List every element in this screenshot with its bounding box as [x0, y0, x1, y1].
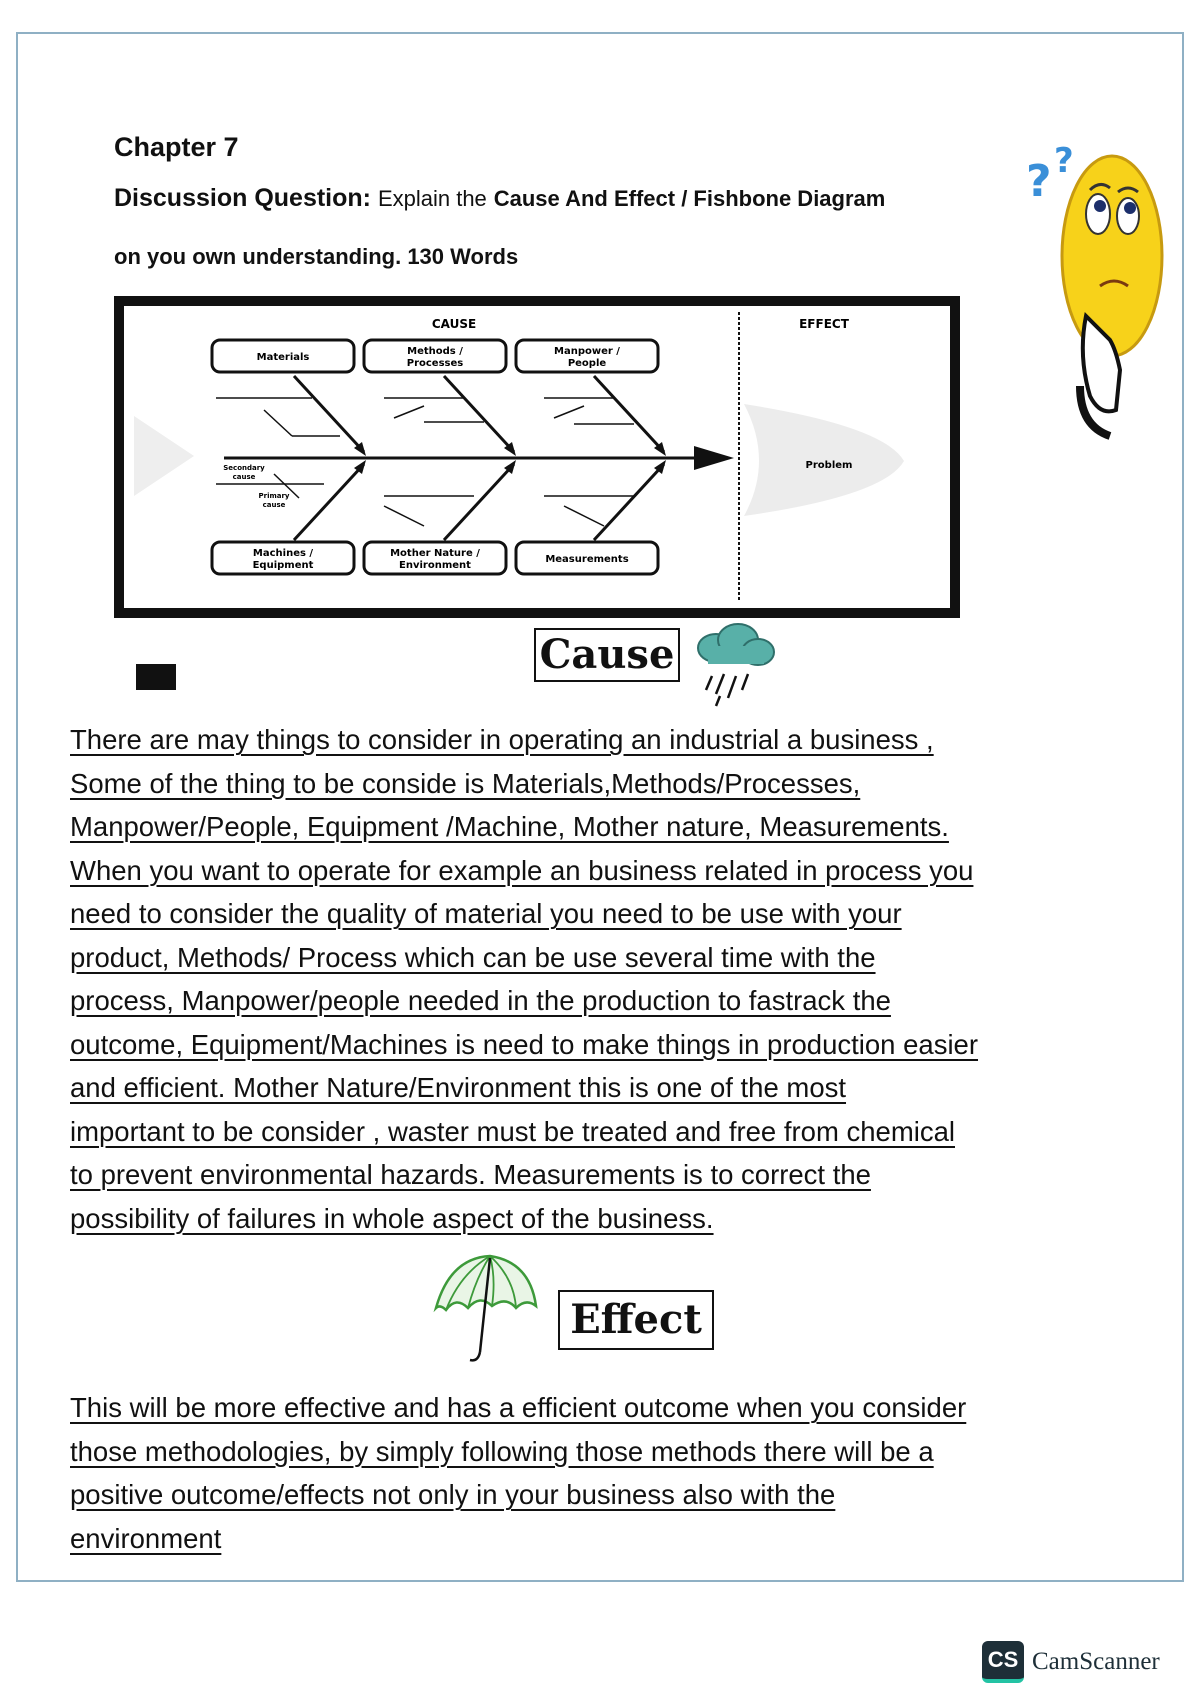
umbrella-icon — [430, 1248, 540, 1364]
category-label: Environment — [399, 560, 471, 571]
cause-line: There are may things to consider in operating an industrial a business , — [70, 724, 934, 755]
category-label: People — [567, 358, 607, 369]
cause-line: When you want to operate for example an business related in process you — [70, 854, 974, 886]
effect-line: This will be more effective and has a efficient outcome when you consider — [70, 1392, 967, 1423]
category-label: Machines / — [252, 548, 314, 559]
effect-line: those methodologies, by simply following those methods there will be a — [70, 1435, 934, 1467]
cause-line: Manpower/People, Equipment /Machine, Mother nature, Measurements. — [70, 811, 949, 842]
category-label: Measurements — [545, 554, 629, 565]
cause-heading: Cause — [534, 628, 680, 682]
fishbone-svg — [124, 306, 950, 608]
svg-text:?: ? — [1026, 156, 1052, 207]
primary-cause-label: cause — [262, 501, 286, 509]
effect-paragraph — [70, 1386, 1160, 1560]
category-label: Manpower / — [554, 346, 620, 357]
cause-paragraph — [70, 718, 1160, 1240]
rain-cloud-icon — [690, 620, 780, 710]
cause-line: process, Manpower/people needed in the production to fastrack the — [70, 985, 891, 1016]
cause-line: outcome, Equipment/Machines is need to make things in production easier — [70, 1028, 979, 1060]
spine-arrow — [694, 446, 734, 470]
question-topic: Cause And Effect / Fishbone Diagram — [493, 186, 886, 211]
discussion-question — [114, 184, 885, 213]
camscanner-name: CamScanner — [1032, 1648, 1160, 1675]
cause-line: to prevent environmental hazards. Measurements is to correct the — [70, 1159, 871, 1190]
question-line-2: on you own understanding. 130 Words — [114, 244, 519, 269]
camscanner-logo-icon: CS — [982, 1641, 1024, 1683]
fishbone-diagram — [114, 296, 960, 618]
effect-line: environment — [70, 1522, 222, 1554]
scan-mark — [136, 664, 176, 690]
cause-line: and efficient. Mother Nature/Environment this is one of the most — [70, 1072, 847, 1103]
cause-line: possibility of failures in whole aspect of the business. — [70, 1202, 714, 1234]
cause-line: product, Methods/ Process which can be use several time with the — [70, 941, 876, 973]
question-label: Discussion Question: — [114, 184, 371, 212]
secondary-cause-label: Secondary — [223, 464, 265, 472]
category-label: Equipment — [252, 560, 314, 571]
chapter-title: Chapter 7 — [114, 132, 239, 162]
primary-cause-label: Primary — [258, 492, 290, 500]
category-label: Methods / — [407, 346, 463, 357]
category-label: Materials — [256, 352, 310, 363]
effect-heading: Effect — [558, 1290, 714, 1350]
camscanner-watermark — [982, 1640, 1160, 1684]
category-label: Mother Nature / — [390, 548, 480, 559]
cause-line: important to be consider , waster must be treated and free from chemical — [70, 1115, 955, 1147]
question-text: Explain the — [377, 186, 487, 211]
effect-label: EFFECT — [799, 317, 849, 331]
cause-line: need to consider the quality of material you need to be use with your — [70, 898, 902, 929]
svg-text:?: ? — [1054, 141, 1074, 181]
effect-line: positive outcome/effects not only in your business also with the — [70, 1479, 836, 1510]
secondary-cause-label: cause — [232, 473, 256, 481]
problem-label: Problem — [805, 460, 853, 471]
category-label: Processes — [406, 358, 464, 369]
fish-tail — [134, 416, 194, 496]
thinking-smiley-icon — [1020, 126, 1170, 456]
cause-label: CAUSE — [431, 317, 477, 331]
cause-line: Some of the thing to be conside is Materials,Methods/Processes, — [70, 767, 861, 799]
